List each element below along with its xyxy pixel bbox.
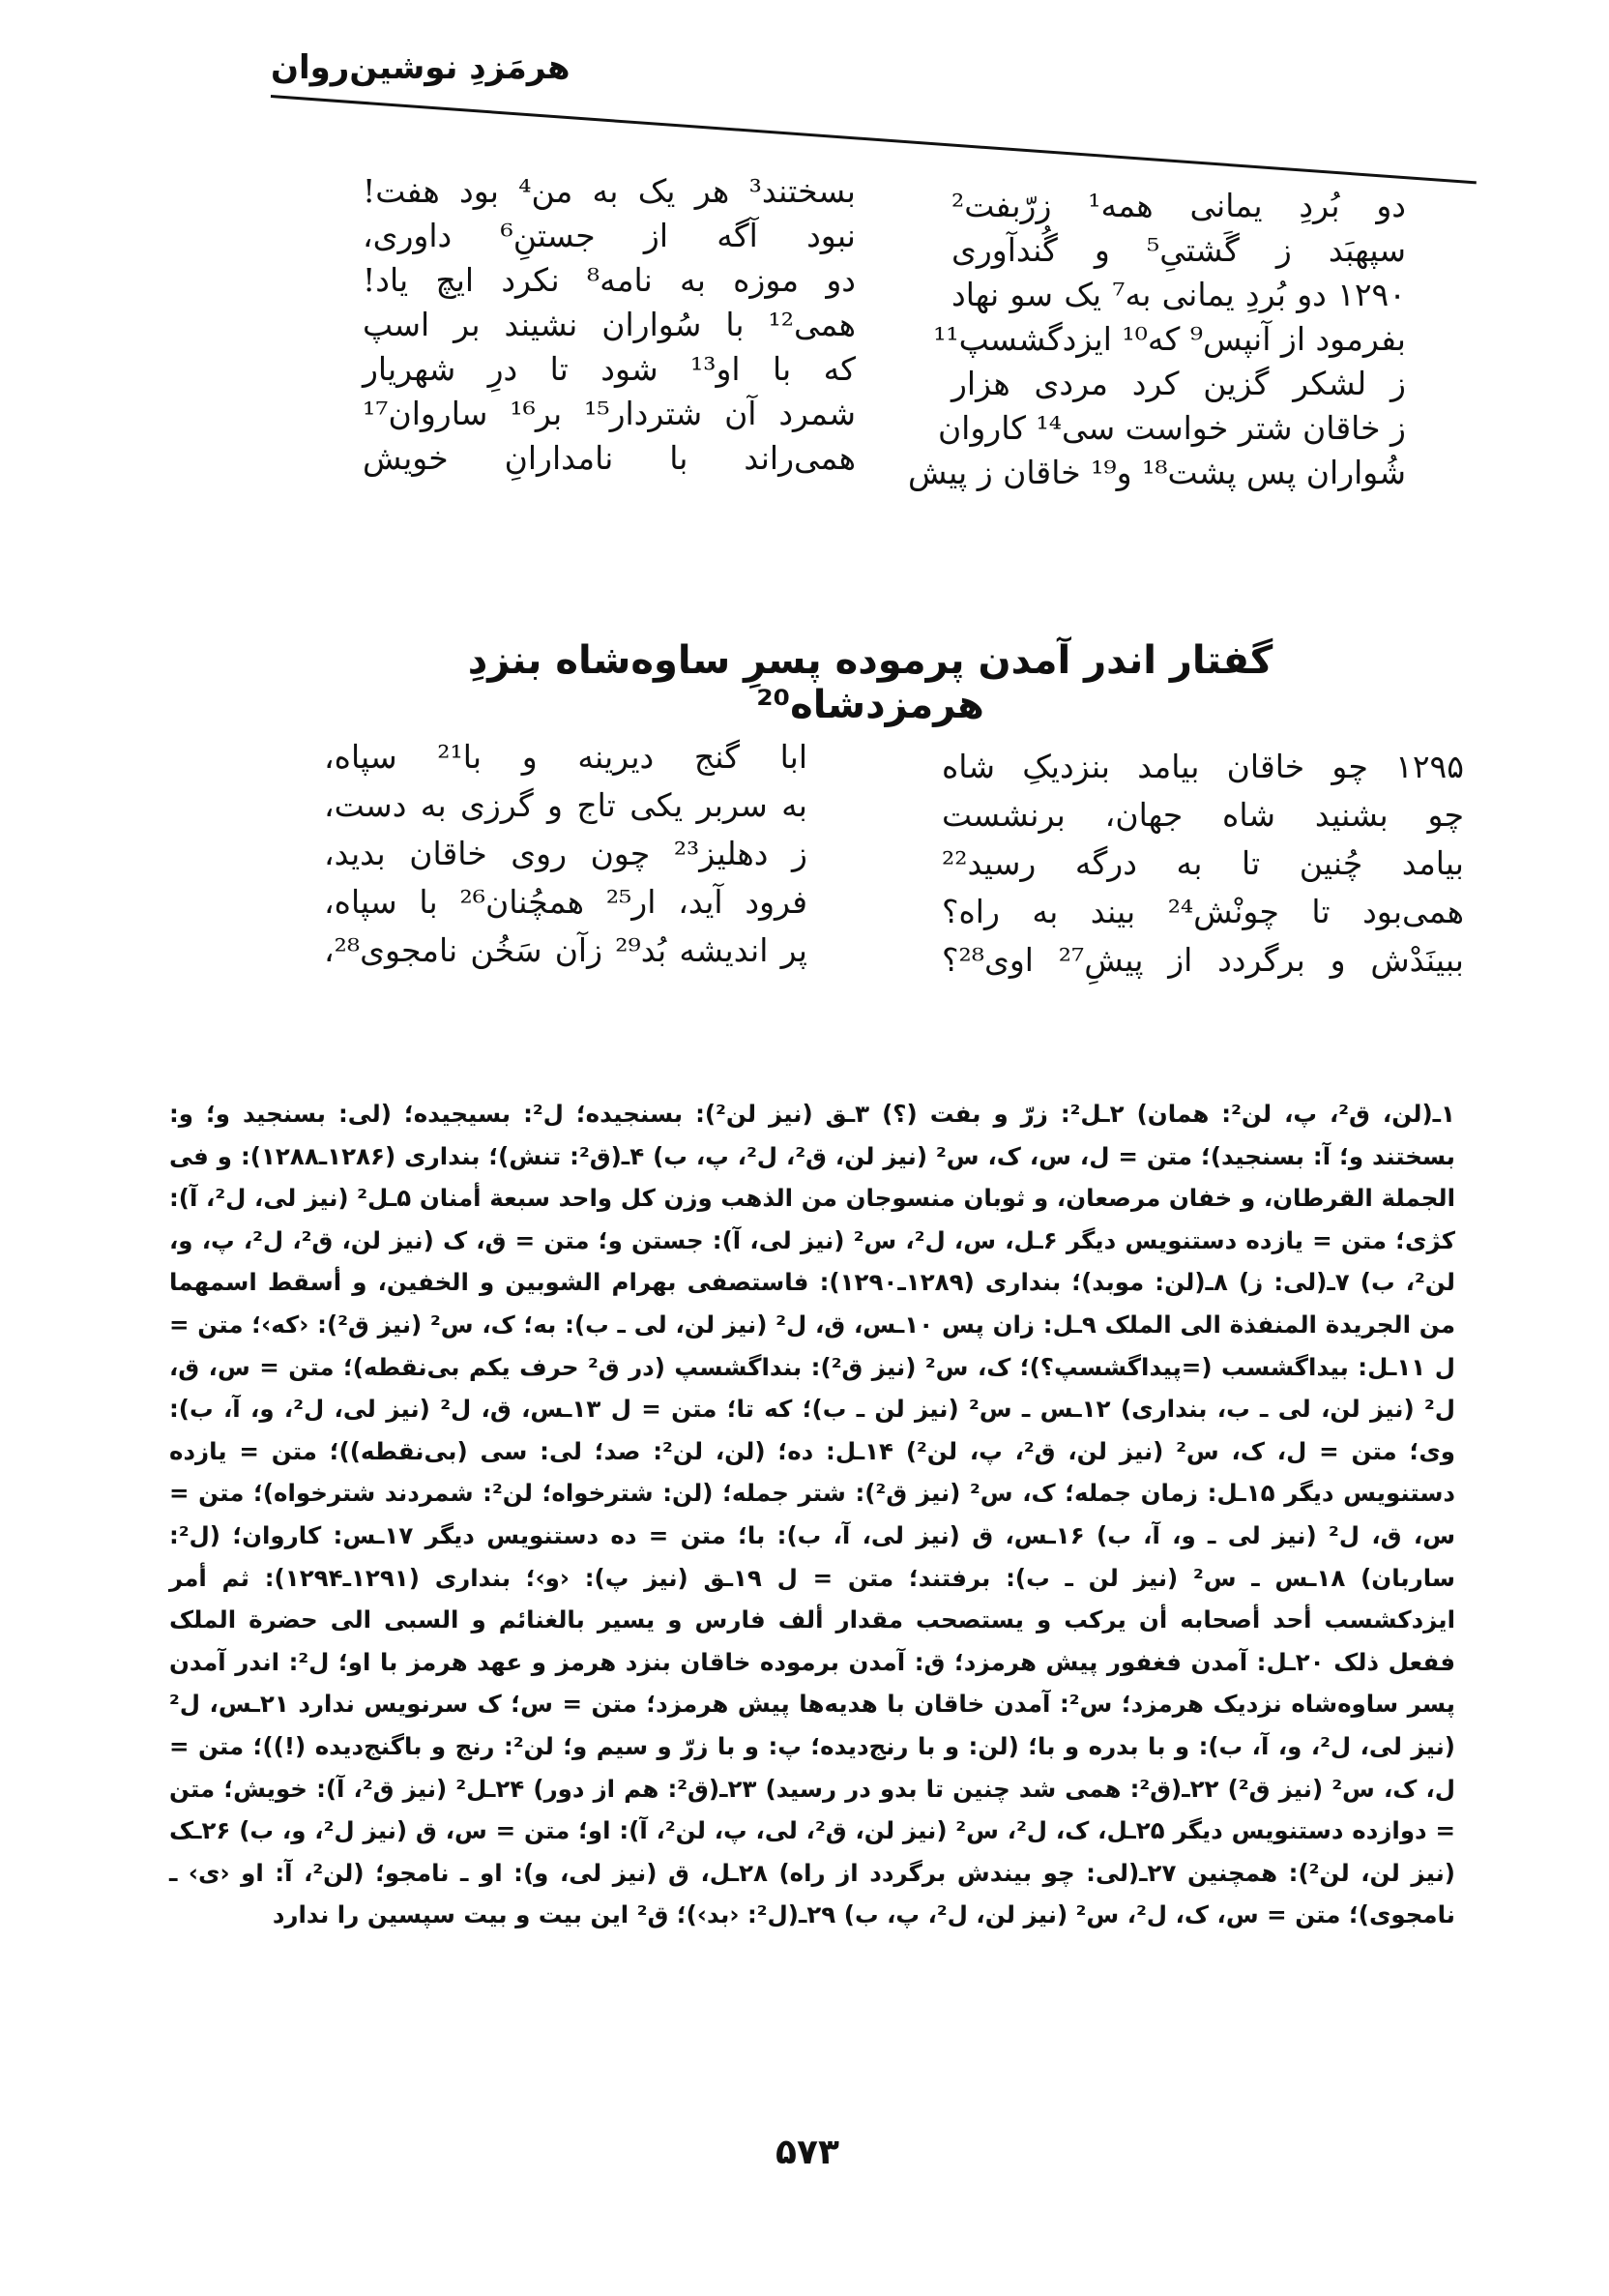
hemistich: به سربر یکی تاج و گرزی به دست، <box>324 786 807 824</box>
section1-right-column <box>908 184 1406 495</box>
hemistich: شمرد آن شتردار¹⁵ بر¹⁶ ساروان¹⁷ <box>363 395 856 432</box>
hemistich: همی¹² با سُواران نشیند بر اسپ <box>363 306 856 343</box>
page-number: ۵۷۳ <box>775 2133 839 2172</box>
hemistich: ز لشکر گزین کرد مردی هزار <box>951 365 1406 402</box>
hemistich: دو بُردِ یمانی همه¹ زرّبفت² <box>951 187 1406 224</box>
footnotes: ۱ـ(لن، ق²، پ، لن²: همان) ۲ـل²: زرّ و بفت (؟) ۳ـق (نیز لن²): بسنجیده؛ ل²: بسیجیده؛ (لی: بسنجید و؛ و: بسختند و؛ آ: بسنجید)؛ متن = ل، س، ک، س² (نیز لن، ق²، ل²، پ، ب) ۴ـ(ق²: تنش)؛ بنداری (۱۲۸۶ـ۱۲۸۸): و فی الجملة القرطان، و خفان مرصعان، و ثوبان منسوجان من الذهب وزن کل واحد سبعة أمنان ۵ـل² (نیز لی، ل²، آ): کژی؛ متن = یازده دستنویس دیگر ۶ـل، س، ل²، س² (نیز لی، آ): جستن و؛ متن = ق، ک (نیز لن، ق²، ل²، پ، و، لن²، ب) ۷ـ(لی: ز) ۸ـ(لن: موبد)؛ بنداری (۱۲۸۹ـ۱۲۹۰): فاستصفی بهرام الشوبین و الخفین، و أسقط اسمهما من الجریدة المنفذة الی الملک ۹ـل: زان پس ۱۰ـس، ق، ل² (نیز لن، لی ـ ب): به؛ ک، س² (نیز ق²): ‹که›؛ متن = ل ۱۱ـل: بیداگشسب (=پیداگشسپ؟)؛ ک، س² (نیز ق²): بنداگشسپ (در ق² حرف یکم بی‌نقطه)؛ متن = س، ق، ل² (نیز لن، لی ـ ب، بنداری) ۱۲ـس ـ س² (نیز لن ـ ب)؛ که تا؛ متن = ل ۱۳ـس، ق، ل² (نیز لی، ل²، و، آ، ب): وی؛ متن = ل، ک، س² (نیز لن، ق²، پ، لن²) ۱۴ـل: ده؛ (لن، لن²: صد؛ لی: سی (بی‌نقطه))؛ متن = یازده دستنویس دیگر ۱۵ـل: زمان جمله؛ ک، س² (نیز ق²): شتر جمله؛ (لن: شترخواه؛ لن²: شمردند شترخواه)؛ متن = س، ق، ل² (نیز لی ـ و، آ، ب) ۱۶ـس، ق (نیز لی، آ، ب): با؛ متن = ده دستنویس دیگر ۱۷ـس: کاروان؛ (ل²: ساربان) ۱۸ـس ـ س² (نیز لن ـ ب): برفتند؛ متن = ل ۱۹ـق (نیز پ): ‹و›؛ بنداری (۱۲۹۱ـ۱۲۹۴): ثم أمر ایزدکشسب أحد أصحابه أن یرکب و یستصحب مقدار ألف فارس و یسیر بالغنائم و السبی الی حضرة الملک ففعل ذلک ۲۰ـل: آمدن فغفور پیش هرمزد؛ ق: آمدن برموده خاقان بنزد هرمز و عهد هرمز با او؛ ل²: اندر آمدن پسر ساوه‌شاه نزدیک هرمزد؛ س²: آمدن خاقان با هدیه‌ها پیش هرمزد؛ متن = س؛ ک سرنویس ندارد ۲۱ـس، ل² (نیز لی، ل²، و، آ، ب): و با بدره و با؛ (لن: و با رنج‌دیده؛ پ: و با زرّ و سیم و؛ لن²: رنج و باگنج‌دیده (!))؛ متن = ل، ک، س² (نیز ق²) ۲۲ـ(ق²: همی شد چنین تا بدو در رسید) ۲۳ـ(ق²: هم از دور) ۲۴ـل² (نیز ق²، آ): خویش؛ متن = دوازده دستنویس دیگر ۲۵ـل، ک، ل²، س² (نیز لن، ق²، لی، پ، لن²، آ): او؛ متن = س، ق (نیز ل²، و، ب) ۲۶ـک (نیز لن، لن²): همچنین ۲۷ـ(لی: چو بیندش برگردد از راه) ۲۸ـل، ق (نیز لی، و): او ـ نامجو؛ (لن²، آ: او ‹ی› ـ نامجوی)؛ متن = س، ک، ل²، س² (نیز لن، ل²، پ، ب) ۲۹ـ(ل²: ‹بد›)؛ ق² این بیت و بیت سپسین را ندارد <box>169 1100 1456 1929</box>
hemistich: نبود آگه از جستنِ⁶ داوری، <box>363 217 856 254</box>
hemistich: همی‌راند با نامدارانِ خویش <box>363 439 856 477</box>
hemistich: چو بشنید شاه جهان، برنشست <box>942 796 1464 834</box>
hemistich: بفرمود از آنپس⁹ که¹⁰ ایزدگشسپ¹¹ <box>933 320 1406 358</box>
hemistich: ابا گنج دیرینه و با²¹ سپاه، <box>324 738 808 776</box>
hemistich: فرود آید، ار²⁵ همچُنان²⁶ با سپاه، <box>324 883 807 921</box>
hemistich: دو موزه به نامه⁸ نکرد ایچ یاد! <box>363 261 856 299</box>
hemistich: ز خاقان شتر خواست سی¹⁴ کاروان <box>937 409 1406 447</box>
hemistich: شُواران پس پشت¹⁸ و¹⁹ خاقان ز پیش <box>908 454 1406 491</box>
hemistich: سپهبَد ز گَشتیِ⁵ و گُندآوری <box>951 231 1406 269</box>
hemistich: ز دهلیز²³ چون روی خاقان بدید، <box>324 835 807 872</box>
hemistich: ۱۲۹۵ چو خاقان بیامد بنزدیکِ شاه <box>942 748 1464 785</box>
hemistich: بیامد چُنین تا به درگه رسید²² <box>942 844 1464 882</box>
section2-right-column <box>942 745 1464 986</box>
hemistich: ۱۲۹۰ دو بُردِ یمانی به⁷ یک سو نهاد <box>951 276 1406 313</box>
section1-left-column <box>363 169 856 481</box>
hemistich: بسختند³ هر یک به من⁴ بود هفت! <box>363 172 856 210</box>
hemistich: ببینَدْش و برگردد از پیشِ²⁷ اوی²⁸؟ <box>942 941 1464 979</box>
hemistich: که با او¹³ شود تا درِ شهریار <box>363 350 857 388</box>
section2-left-column <box>324 735 807 977</box>
section-title: گفتار اندر آمدن پرموده پسرِ ساوه‌شاه بنزدِ هرمزدشاه²⁰ <box>467 638 1273 727</box>
hemistich: پر اندیشه بُد²⁹ زآن سَخُن نامجوی²⁸، <box>324 931 807 969</box>
hemistich: همی‌بود تا چونْش²⁴ بیند به راه؟ <box>942 893 1464 930</box>
running-title: هرمَزدِ نوشین‌روان <box>271 48 570 87</box>
